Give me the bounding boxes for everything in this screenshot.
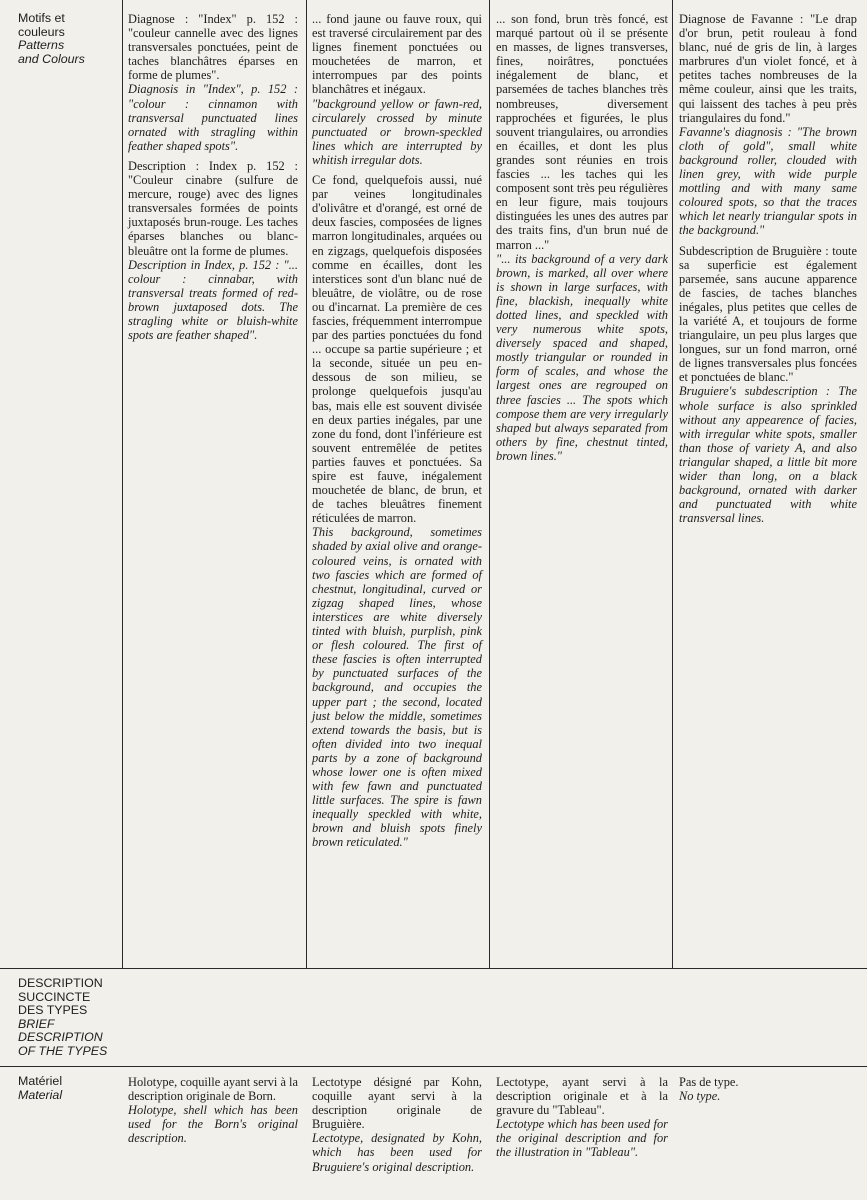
types-fr-line-3: DES TYPES (18, 1003, 88, 1018)
column-divider-1 (122, 0, 123, 968)
column-divider-3 (489, 0, 490, 968)
dark-brown-fr: ... son fond, brun très foncé, est marqué partout où il se présente en masses, de lignes transverses, fines, noirâtres, ponctuées inégalement de blanc, et parsemées de taches blanches très nombreuses, diversement rapprochées et figurées, le plus souvent triangulaires, ou arrondies en écailles, et dont les plus grandes sont réunies en trois fascies ... les taches qui les composent sont très peu régulières en leur figure, mais toujours distinguées les unes des autres par des traits fins, d'un brun nué de marron ..." (496, 12, 668, 252)
types-en-line-3: OF THE TYPES (18, 1043, 108, 1058)
fascies-fr: Ce fond, quelquefois aussi, nué par veines longitudinales d'olivâtre et d'orangé, est orné de deux fascies, composées de lignes marron longitudinales, arquées ou en zigzags, quelquefois disposées comme en écailles, dont les interstices sont d'un blanc nué de bleuâtre, de violâtre, ou de rose ou d'incarnat. La première de ces fascies, fréquemment interrompue par des parties ponctuées du fond ... occupe sa partie supérieure ; et la seconde, située un peu en-dessous de son milieu, se prolonge quelquefois jusqu'au bas, mais elle est souvent divisée en deux parties inégales, par une zone du fond, dont l'inférieure est souvent entremêlée de petites parties fauves et ponctuées. Sa spire est fauve, inégalement mouchetée de blanc, de brun, et de taches bleuâtres finement réticulées de marron. (312, 173, 482, 526)
material-column-4 (679, 1075, 857, 1103)
label-fr-line-1: Motifs et (18, 11, 65, 25)
bruguiere-en: Bruguiere's subdescription : The whole surface is also sprinkled without any appearence of facies, with irregular white spots, smaller than those of variety A, and also triangular shaped, a little bit more wider than long, on a black background, ornated with darker and punctuated with white transversal lines. (679, 384, 857, 526)
background-en: "background yellow or fawn-red, circularely crossed by minute punctuated or brown-speckled lines which are interrupted by whitish irregular dots. (312, 96, 482, 167)
types-en-line-2: DESCRIPTION (18, 1030, 103, 1045)
description-fr: Description : Index p. 152 : "Couleur cinabre (sulfure de mercure, rouge) avec des lignes transversales formées de points juxtaposés brun-rouge. Les taches éparses blanches ou blanc-bleuâtre ont la forme de plumes. (128, 158, 298, 258)
favanne-en: Favanne's diagnosis : "The brown cloth of gold", small white background roller, clouded with linen grey, with wide purple mottling and with many same coloured spots, so that the traces which let nearly triangular spots in the background." (679, 124, 857, 238)
material-fr: Matériel (18, 1074, 63, 1088)
patterns-column-1 (128, 12, 298, 342)
dark-brown-en: "... its background of a very dark brown, is marked, all over where is shown in large surfaces, with fine, blackish, inequally white dotted lines, and speckled with very numerous white spots, diversely spaced and shaped, mostly triangular or rounded in form of scales, and whose the largest ones are regrouped on three fascies ... The spots which compose them are very irregularly shaped but always separated from others by fine, chestnut tinted, brown lines." (496, 251, 668, 463)
material-column-1 (128, 1075, 298, 1145)
lectotype-tableau-fr: Lectotype, ayant servi à la description originale et à la gravure du "Tableau". (496, 1075, 668, 1118)
row-divider-types (0, 968, 867, 969)
patterns-column-3 (496, 12, 668, 463)
no-type-fr: Pas de type. (679, 1075, 739, 1089)
patterns-column-4 (679, 12, 857, 525)
row-divider-material (0, 1066, 867, 1067)
material-en: Material (18, 1087, 63, 1102)
description-en: Description in Index, p. 152 : "... colour : cinnabar, with transversal treats formed of red-brown juxtaposed dots. The stragling white or bluish-white spots are feather shaped". (128, 257, 298, 343)
holotype-en: Holotype, shell which has been used for the Born's original description. (128, 1103, 298, 1146)
lectotype-kohn-fr: Lectotype désigné par Kohn, coquille ayant servi à la description originale de Bruguière. (312, 1075, 482, 1132)
material-column-3 (496, 1075, 668, 1160)
types-fr-line-2: SUCCINCTE (18, 989, 91, 1004)
column-divider-2 (306, 0, 307, 968)
bruguiere-fr: Subdescription de Bruguière : toute sa superficie est également parsemée, sans aucune apparence de fascies, de taches blanches inégales, plus petites que celles de la variété A, et toujours de forme triangulaire, un peu plus larges que longues, sur un fond marron, orné de lignes transversales plus foncées et ponctuées de blanc." (679, 243, 857, 385)
label-en-line-1: Patterns (18, 38, 65, 53)
label-en-line-2: and Colours (18, 51, 85, 66)
favanne-fr: Diagnose de Favanne : "Le drap d'or brun, petit rouleau à fond blanc, nué de gris de lin, à larges marbrures d'un violet foncé, et à petites taches nombreuses de la même couleur, ainsi que les traits, qui laissent des taches à peu près triangulaires du fond." (679, 12, 857, 125)
row-label-material (18, 1075, 118, 1102)
fascies-en: This background, sometimes shaded by axial olive and orange-coloured veins, is ornated with two fascies which are formed of chestnut, longitudinal, curved or zigzag shaped lines, whose interstices are white diversely tinted with bluish, purplish, pink or flesh coloured. The first of these fascies is often interrupted by punctuated surfaces of the background, and occupies the upper part ; the second, located just below the middle, sometimes extend towards the basis, but is often divided into two inequal parts by a zone of background whose lower one is often mixed with few fawn and punctuated little surfaces. The spire is fawn inequally speckled with white, brown and bluish spots finely brown reticulated." (312, 525, 482, 850)
material-column-2 (312, 1075, 482, 1174)
lectotype-tableau-en: Lectotype which has been used for the original description and for the illustration in "Tableau". (496, 1117, 668, 1160)
holotype-fr: Holotype, coquille ayant servi à la description originale de Born. (128, 1075, 298, 1104)
column-divider-4 (672, 0, 673, 968)
row-label-patterns (18, 12, 118, 66)
types-en-line-1: BRIEF (18, 1016, 55, 1031)
diagnosis-fr: Diagnose : "Index" p. 152 : "couleur cannelle avec des lignes transversales ponctuées, peint de taches blanchâtres éparses en forme de plumes". (128, 12, 298, 83)
patterns-column-2 (312, 12, 482, 850)
background-fr: ... fond jaune ou fauve roux, qui est traversé circulairement par des lignes finement ponctuées ou mouchetées de marron, et interrompues par des points blanchâtres et inégaux. (312, 12, 482, 97)
no-type-en: No type. (679, 1089, 721, 1104)
row-label-types (18, 977, 138, 1059)
types-fr-line-1: DESCRIPTION (18, 976, 103, 990)
label-fr-line-2: couleurs (18, 24, 65, 39)
diagnosis-en: Diagnosis in "Index", p. 152 : "colour : cinnamon with transversal punctuated lines ornated with stragling within feather shaped spots". (128, 82, 298, 153)
lectotype-kohn-en: Lectotype, designated by Kohn, which has been used for Bruguiere's original description. (312, 1131, 482, 1174)
